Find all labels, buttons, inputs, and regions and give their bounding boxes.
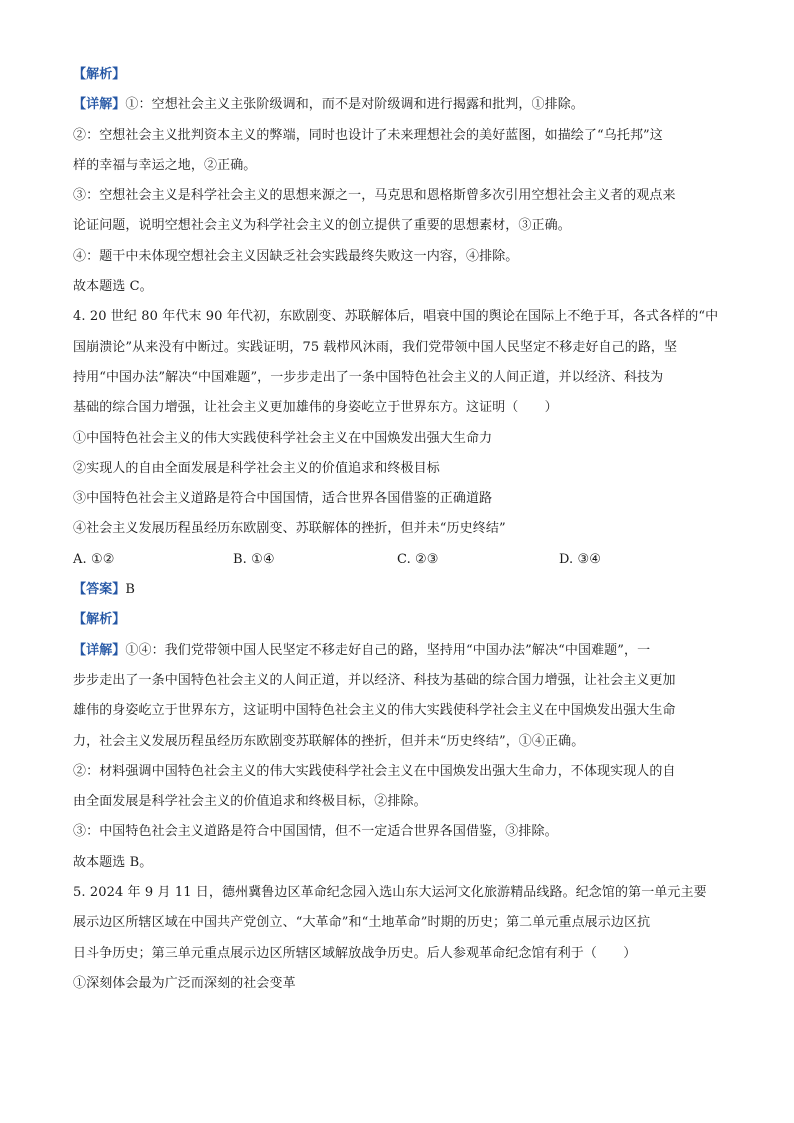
q4-option-c: C. ②③ [397, 551, 439, 567]
q4-statement-3: ③中国特色社会主义道路是符合中国国情，适合世界各国借鉴的正确道路 [73, 491, 493, 507]
q4-detail-line-6: 由全面发展是科学社会主义的价值追求和终极目标，②排除。 [73, 794, 427, 810]
detail-tag: 【详解】 [73, 642, 126, 658]
q4-detail-line-3: 雄伟的身姿屹立于世界东方，这证明中国特色社会主义的伟大实践使科学社会主义在中国焕发出强大生命 [73, 703, 676, 719]
q4-options [73, 551, 725, 569]
q4-detail-line-7: ③：中国特色社会主义道路是符合中国国情，但不一定适合世界各国借鉴，③排除。 [73, 824, 558, 840]
q3-detail-line-5: 论证问题，说明空想社会主义为科学社会主义的创立提供了重要的思想素材，③正确。 [73, 218, 571, 234]
q4-statement-4: ④社会主义发展历程虽经历东欧剧变、苏联解体的挫折，但并未“历史终结” [73, 521, 506, 537]
document-body [73, 66, 725, 1005]
q4-option-d: D. ③④ [559, 551, 602, 567]
q4-option-b: B. ①④ [233, 551, 275, 567]
q3-detail-line-2: ②：空想社会主义批判资本主义的弊端，同时也设计了未来理想社会的美好蓝图，如描绘了“乌托邦”这 [73, 127, 663, 143]
q5-stem-line-3: 日斗争历史；第三单元重点展示边区所辖区域解放战争历史。后人参观革命纪念馆有利于（ ） [73, 945, 637, 961]
q4-stem-line-3: 持用“中国办法”解决“中国难题”，一步步走出了一条中国特色社会主义的人间正道，并以经济、科技为 [73, 369, 664, 385]
q5-stem-line-2: 展示边区所辖区域在中国共产党创立、“大革命”和“土地革命”时期的历史；第二单元重点展示边区抗 [73, 915, 651, 931]
q5-stem-line-1: 5. 2024 年 9 月 11 日，德州冀鲁边区革命纪念园入选山东大运河文化旅游精品线路。纪念馆的第一单元主要 [73, 885, 707, 901]
q4-statement-2: ②实现人的自由全面发展是科学社会主义的价值追求和终极目标 [73, 460, 440, 476]
q3-conclusion: 故本题选 C。 [73, 279, 153, 295]
q3-detail-line-4: ③：空想社会主义是科学社会主义的思想来源之一，马克思和恩格斯曾多次引用空想社会主义者的观点来 [73, 188, 676, 204]
q4-stem-line-4: 基础的综合国力增强，让社会主义更加雄伟的身姿屹立于世界东方。这证明（ ） [73, 400, 558, 416]
q4-analysis-heading: 【解析】 [73, 612, 126, 628]
q4-conclusion: 故本题选 B。 [73, 854, 153, 870]
q4-detail-line-1: 【详解】①④：我们党带领中国人民坚定不移走好自己的路，坚持用“中国办法”解决“中国难题”，一 [73, 642, 651, 658]
detail-tag: 【详解】 [73, 97, 126, 113]
q4-detail-line-5: ②：材料强调中国特色社会主义的伟大实践使科学社会主义在中国焕发出强大生命力，不体现实现人的自 [73, 763, 676, 779]
q3-detail-line-3: 样的幸福与幸运之地，②正确。 [73, 157, 257, 173]
q4-detail-line-2: 步步走出了一条中国特色社会主义的人间正道，并以经济、科技为基础的综合国力增强，让社会主义更加 [73, 672, 676, 688]
q4-stem-line-1: 4. 20 世纪 80 年代末 90 年代初，东欧剧变、苏联解体后，唱衰中国的舆论在国际上不绝于耳，各式各样的“中 [73, 309, 719, 325]
q4-detail-line-4: 力，社会主义发展历程虽经历东欧剧变苏联解体的挫折，但并未“历史终结”，①④正确。 [73, 733, 585, 749]
q4-stem-line-2: 国崩溃论”从来没有中断过。实践证明，75 载栉风沐雨，我们党带领中国人民坚定不移走好自己的路，坚 [73, 339, 678, 355]
q3-detail-line-6: ④：题干中未体现空想社会主义因缺乏社会实践最终失败这一内容，④排除。 [73, 248, 519, 264]
q4-answer: 【答案】B [73, 582, 136, 598]
q5-statement-1: ①深刻体会最为广泛而深刻的社会变革 [73, 975, 296, 991]
q4-statement-1: ①中国特色社会主义的伟大实践使科学社会主义在中国焕发出强大生命力 [73, 430, 493, 446]
q3-detail-line-1: 【详解】①：空想社会主义主张阶级调和，而不是对阶级调和进行揭露和批判，①排除。 [73, 97, 584, 113]
q3-analysis-heading: 【解析】 [73, 67, 126, 82]
q4-option-a: A. ①② [73, 551, 115, 567]
